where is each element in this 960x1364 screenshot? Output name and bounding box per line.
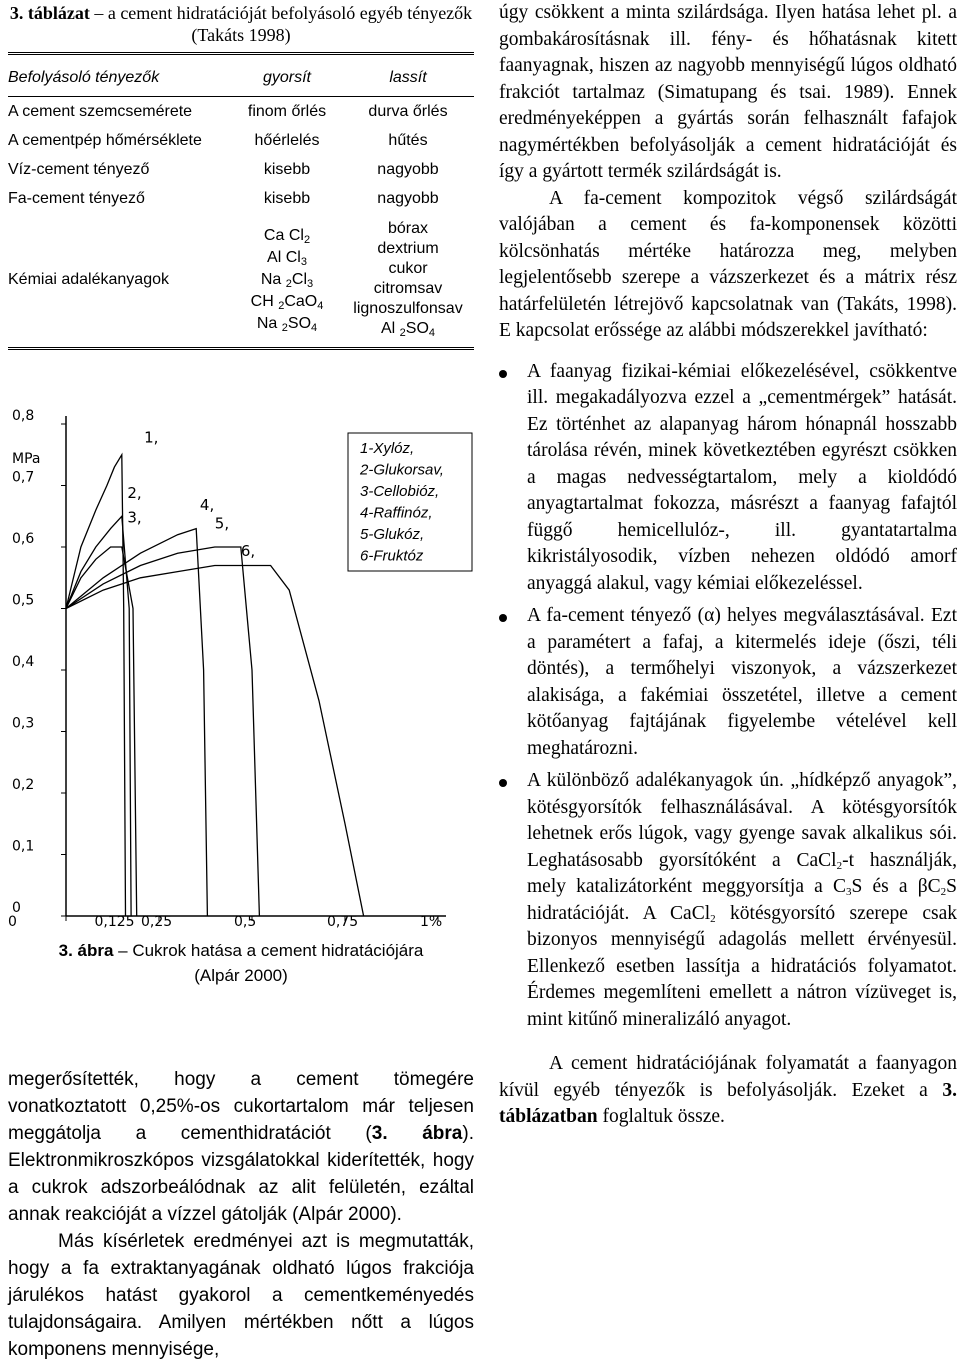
- legend-entry: 1-Xylóz,: [360, 440, 415, 457]
- table-cell: hőérlelés: [254, 131, 320, 149]
- table-cell: durva őrlés: [368, 102, 448, 120]
- list-item-text: A fa-cement tényező (α) helyes megválasztásával. Ezt a paramétert a fafaj, a kitermelés ideje (őszi, téli döntés), a termőhelyi viszonyok, a vázszerkezet alakisága, a fakémiai összetétel, illetve a cement kötőanyag fajtájának figyelembe vételével kell meghatározni.: [527, 605, 957, 759]
- figure-ref: 3. ábra: [371, 1123, 463, 1144]
- header-retards: lassít: [342, 54, 474, 97]
- x-tick-label: 0,5: [234, 914, 257, 930]
- factors-table: [8, 52, 474, 350]
- legend-entry: 5-Glukóz,: [360, 526, 425, 543]
- text-span: -t használják, mely katalizátorként meggyorsítja a C: [527, 849, 957, 897]
- table-row: [8, 97, 474, 127]
- figure-caption: [8, 938, 474, 988]
- left-column: [8, 0, 474, 1360]
- accelerator-list: [232, 213, 342, 349]
- y-tick-label: 0,3: [12, 715, 35, 732]
- legend-entry: 4-Raffinóz,: [360, 504, 433, 522]
- table-cell: Víz-cement tényező: [8, 160, 150, 178]
- paragraph: Más kísérletek eredményei azt is megmutatták, hogy a fa extraktanyagának oldható lúgos frakciója járulékos hatást gyakorol a cementkeményedés tulajdonságaira. Amilyen mértékben nőtt a lúgos komponens mennyisége,: [8, 1231, 474, 1360]
- x-tick-label: 0,125: [94, 914, 135, 930]
- text-span: S hidratációját. A CaCl: [527, 876, 958, 924]
- paragraph: [8, 1066, 474, 1228]
- chart-svg: [8, 385, 474, 931]
- figure-caption-source: (Alpár 2000): [194, 966, 288, 985]
- list-item: [499, 359, 957, 598]
- formula: bórax: [387, 220, 429, 237]
- subscript: 2: [710, 912, 716, 925]
- figure-caption-number: 3. ábra: [58, 941, 114, 960]
- table-cell: Fa-cement tényező: [8, 189, 145, 207]
- curve-label: 5,: [214, 514, 230, 533]
- y-tick-label: 0,1: [12, 838, 35, 855]
- legend-entry: 6-Fruktóz: [360, 547, 424, 565]
- table-cell: kisebb: [263, 189, 311, 207]
- table-header-row: [8, 54, 474, 97]
- curve-label: 3,: [127, 508, 142, 527]
- table-cell: A cementpép hőmérséklete: [8, 131, 202, 149]
- table-cell: nagyobb: [377, 189, 439, 207]
- left-body-text: [8, 1066, 474, 1363]
- table-ref: 3. táblázatban: [499, 1079, 957, 1127]
- y-tick-label: 0: [12, 900, 21, 916]
- curve-label: 1,: [144, 428, 159, 447]
- text-span: A cement hidratációjának folyamatát a faanyagon kívül egyéb tényezők is befolyásolják. Ezeket a: [499, 1053, 957, 1101]
- table-cell: kisebb: [263, 160, 311, 178]
- table-row-chemical: [8, 213, 474, 349]
- subscript: 2: [940, 886, 947, 898]
- series-line-1: [66, 455, 126, 916]
- table-row: [8, 155, 474, 184]
- list-item-text: A faanyag fizikai-kémiai előkezelésével, csökkentve ill. megakadályozva ezzel a „cementmérgek” hatását. Ez történhet az alapanyag három hónapnál hosszabb tárolása révén, minek következtében egyrészt csökken a magas nedvességtartalom, mely a kioldódó anyagtartalmat fokozza, másrészt a faanyag fafajtól függő hemicellulóz-, ill. gyantatartalma kikristályosodik, vízben nehezen oldódó amorf anyaggá alakul, vagy kémiai előkezeléssel.: [527, 360, 957, 594]
- curve-label: 6,: [240, 542, 256, 561]
- table-caption-number: 3. táblázat: [9, 3, 90, 23]
- table-row: [8, 184, 474, 213]
- table-cell: hűtés: [388, 131, 428, 149]
- table-cell: finom őrlés: [247, 102, 327, 120]
- bullet-list: [499, 359, 957, 1034]
- y-tick-label: 0,8: [12, 408, 35, 424]
- y-tick-label: 0,6: [12, 531, 35, 547]
- paragraph: A fa-cement kompozitok végső szilárdságát valójában a cement és fa-komponensek közötti kölcsönhatás mértéke határozza meg, melyben legjelentősebb szerepe a vázszerkezet és a mátrix rész határfelületén létrejövő kapcsolatnak van (Takáts, 1998). E kapcsolat erőssége az alábbi módszerekkel javítható:: [499, 187, 957, 341]
- header-factor: Befolyásoló tényezők: [8, 54, 232, 97]
- formula: lignoszulfonsav: [353, 300, 463, 317]
- list-item: [499, 603, 957, 762]
- text-span: megerősítették, hogy a cement tömegére vonatkoztatott 0,25%-os cukortartalom már teljesen meggátolja a cementhidratációt (: [8, 1069, 474, 1144]
- series-line-3: [66, 547, 137, 916]
- header-accelerates: gyorsít: [232, 54, 342, 97]
- table-cell: A cement szemcsemérete: [8, 102, 193, 120]
- sugar-effect-chart: [8, 385, 474, 931]
- formula: cukor: [388, 260, 428, 277]
- series-line-2: [66, 516, 131, 916]
- x-tick-label: 1%: [420, 914, 443, 930]
- retarder-list: [342, 213, 474, 349]
- formula: Ca $Cl_2$: [263, 227, 311, 246]
- bullet-icon: [499, 370, 507, 378]
- text-span: A különböző adalékanyagok ún. „hídképző anyagok”, kötésgyorsítók felhasználásával. A kötésgyorsítók lehetnek erős lúgok, vagy gyenge savak alkalikus sói. Leghatásosabb gyorsítóként a CaCl: [527, 770, 957, 871]
- list-item: [499, 768, 957, 1033]
- bullet-icon: [499, 779, 507, 787]
- subscript: 2: [836, 859, 843, 872]
- series-line-5: [66, 547, 259, 916]
- figure-caption-text: – Cukrok hatása a cement hidratációjára: [113, 941, 424, 960]
- list-item-text: [527, 770, 957, 1030]
- series-line-6: [66, 566, 364, 917]
- curve-label: 4,: [199, 496, 215, 515]
- text-span: foglaltuk össze.: [597, 1106, 725, 1127]
- legend-entry: 2-Glukorsav,: [360, 461, 444, 479]
- formula: Na $_2Cl_3$: [260, 271, 314, 290]
- x-tick-label: 0,75: [327, 914, 359, 930]
- y-tick-label: 0,2: [12, 777, 35, 793]
- right-column: [499, 0, 957, 1131]
- table-caption-text: – a cement hidratációját befolyásoló egyéb tényezők (Takáts 1998): [89, 3, 473, 45]
- table-row: [8, 126, 474, 155]
- x-tick-label: 0: [8, 914, 17, 930]
- formula: dextrium: [377, 240, 439, 257]
- legend-entry: 3-Cellobióz,: [360, 483, 440, 500]
- paragraph: [499, 1051, 957, 1131]
- table-caption: [8, 2, 474, 46]
- curve-label: 2,: [127, 483, 142, 502]
- table-cell: nagyobb: [377, 160, 439, 178]
- y-tick-label: 0,5: [12, 592, 35, 609]
- y-tick-label: 0,4: [12, 654, 35, 670]
- subscript: 3: [845, 886, 852, 898]
- series-line-4: [66, 529, 207, 916]
- bullet-icon: [499, 614, 507, 622]
- y-axis-label: MPa: [12, 450, 41, 467]
- formula: Al $_2SO_4$: [380, 320, 436, 339]
- formula: Na $_2SO_4$: [256, 315, 318, 334]
- formula: CH $_2$CaO$_4$: [250, 293, 324, 312]
- formula: citromsav: [373, 280, 443, 297]
- table-cell: Kémiai adalékanyagok: [8, 213, 232, 349]
- text-span: kötésgyorsító szerepe csak bizonyos mennyiségű adagolás mellett érvényesül. Ellenkező esetben lassítja a hidratációs folyamatot. Érdemes megemlíteni emellett a nátron vízüveget is, mint kitűnő mineralizáló anyagot.: [527, 902, 958, 1030]
- text-span: S és a βC: [851, 876, 941, 897]
- x-tick-label: 0,25: [141, 914, 173, 930]
- y-tick-label: 0,7: [12, 469, 35, 486]
- formula: Al $Cl_3$: [267, 249, 307, 268]
- paragraph: úgy csökkent a minta szilárdsága. Ilyen hatása lehet pl. a gombakárosításnak ill. fény- és hőhatásnak kitett faanyagnak, hiszen az nagyobb mennyiségű lúgos oldható frakciót tartalmaz (Simatupang és tsai. 1989). Ennek eredményeképpen a gyártás során felhasznált fafajok nagymértékben befolyásolják a cement hidratációját és így a gyártott termék szilárdságát is.: [499, 2, 957, 182]
- text-span: ). Elektronmikroszkópos vizsgálatokkal kiderítették, hogy a cukrok adszorbeálódnak az alit felületén, ezáltal annak reakcióját a vízzel gátolják (Alpár 2000).: [8, 1123, 474, 1225]
